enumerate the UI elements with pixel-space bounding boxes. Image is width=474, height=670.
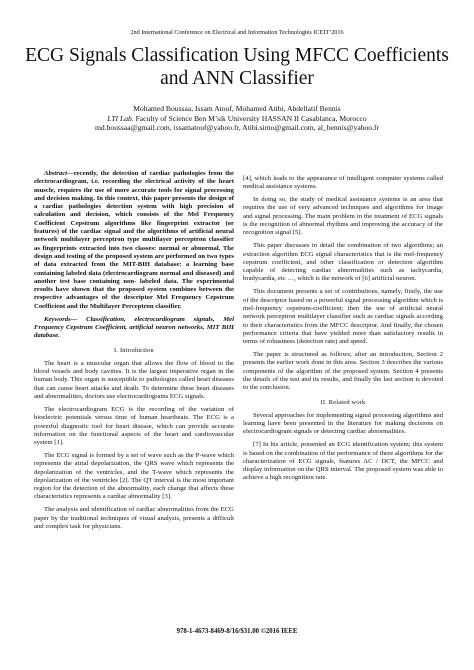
related-paragraph-1: Several approaches for implementing signal processing algorithms and learning have been presented in the literature for making decisions on electrocardiogram signals or detecting cardiac abnormalities. xyxy=(243,411,443,436)
left-column xyxy=(34,170,234,536)
lab-name: LTI Lab. xyxy=(107,113,134,123)
author-affiliation xyxy=(0,114,474,124)
title-line-2: and ANN Classifier xyxy=(160,68,314,89)
keywords-text: Classification, electrocardiogram signals, Mel Frequency Cepstrum Coefficient, artificial neuron networks, MIT BIH database. xyxy=(34,315,234,340)
intro-paragraph-7: This document presents a set of contributions, namely, firstly, the use of the descriptor based on a powerful signal processing algorithm which is mel-frequency cepstrum-coefficient; then the use of artificial neural network perceptron multilayer classifier such as cardiac signals according to their characteristics from the MFCC descriptor. And finally, the chosen performance criteria that have yielded more than satisfactory results in terms of robustness (detection rate) and speed. xyxy=(243,288,443,346)
section-heading-related-work: II. Related work xyxy=(320,398,366,406)
title-line-1: ECG Signals Classification Using MFCC Coefficients xyxy=(25,45,449,66)
author-names: Mohamed Boussaa, Issam Atouf, Mohamed Atibi, Abdellatif Bennis xyxy=(133,104,341,113)
copyright-footer: 978-1-4673-8469-8/16/$31.00 ©2016 IEEE xyxy=(176,628,298,635)
keywords-lead: Keywords— xyxy=(44,315,78,323)
intro-paragraph-2: The electrocardiogram ECG is the recording of the variation of bioelectric potentials versus time of human heartbeats. The ECG is a powerful diagnostic tool for heart disease, which can provide accurate information on the functional aspects of the heart and cardiovascular system [1]. xyxy=(34,405,234,447)
intro-paragraph-3: The ECG signal is formed by a set of wave such as the P-wave which represents the atrial depolarization, the QRS wave which represents the depolarization of the ventricles, and the T-wave which represents the depolarization of the ventricles [2]. The QT interval is the most important region for the detection of the abnormality, each change that affects these characteristics represents a cardiac abnormality [3]. xyxy=(34,451,234,501)
paper-title xyxy=(20,44,454,90)
intro-paragraph-8: The paper is structured as follows; after an introduction, Section 2 presents the earlier work done in this area. Section 3 describes the various components of the algorithm of the proposed system. Section 4 presents the details of the test and its results, and finally the last section is devoted to the conclusion. xyxy=(243,351,443,392)
abstract xyxy=(34,170,234,311)
intro-paragraph-continued: [4], which leads to the appearance of intelligent computer systems called medical assistance systems. xyxy=(243,175,443,191)
related-paragraph-2: [7] In his article, presented an ECG identification system; this system is based on the combination of the performance of three algorithms for the characterization of ECG signals, features AC / DCT, the MFCC and display information on the QRS interval. The proposed system was able to achieve a high recognition rate. xyxy=(243,441,443,482)
intro-paragraph-4: The analysis and identification of cardiac abnormalities from the ECG paper by the traditional techniques of visual analysis, presents a difficult and complex task for physicians. xyxy=(34,506,234,530)
affiliation-text: Faculty of Science Ben M’sik University HASSAN II Casablanca, Morocco xyxy=(133,113,367,123)
right-column xyxy=(243,175,443,487)
abstract-text: —recently, the detection of cardiac pathologies from the electrocardiogram, i.e. recording the electrical activity of the heart muscle, requires the use of more accurate tools for signal processing and decision making. In this context, this paper presents the design of a cardiac pathologies detection system with high precision of calculation and decision, which consists of the Mel Frequency Coefficient Cepstrum algorithms like fingerprint extractor (or features) of the cardiac signal and the algorithms of artificial neural network multilayer perceptron type multilayer perceptron classifier as fingerprints extracted into two classes: normal or abnormal. The design and testing of the proposed system are performed on two types of data extracted from the MIT-BIH database: a learning base containing labeled data (electrocardiogram normal and diseased) and another test base containing non- labeled data. The experimental results have shown that the proposed system combines between the respective advantages of the descriptor Mel Frequency Cepstrum Coefficient and the Multilayer Perceptron classifier. xyxy=(34,170,234,310)
intro-paragraph-6: This paper discusses in detail the combination of two algorithms; an extraction algorithm ECG signal characteristics that is the mel-frequency cepstrum coefficient, and other classification or detection algorithm capable of detecting cardiac abnormalities such as tachycardia, bradycardia, etc …, which is the network of [6] artificial neuron. xyxy=(243,242,443,283)
author-emails: md.boussaa@gmail.com, issamatouf@yahoo.fr, Atibi.simo@gmail.com, al_bennis@yahoo.fr xyxy=(94,123,380,133)
section-heading-introduction: I. Introduction xyxy=(114,346,154,354)
intro-paragraph-1: The heart is a muscular organ that allows the flow of blood to the blood vessels and body cavities. It is the largest imperative organ in the human body. This organ is susceptible to pathologies called heart diseases that can cause heart attacks and death. To determine these heart diseases and abnormalities, doctors use electrocardiograms ECG signals. xyxy=(34,359,234,401)
conference-header: 2nd International Conference on Electrical and Information Technologies ICEIT’2016 xyxy=(130,29,344,36)
intro-paragraph-5: In doing so, the study of medical assistance systems is an area that requires the use of very advanced techniques and algorithms for image and signal processing. The main problem in the treatment of ECG signals is the recognition of abnormal rhythms and improving the accuracy of the recognition signal [5]. xyxy=(243,196,443,237)
author-block xyxy=(0,104,474,133)
keywords xyxy=(34,316,234,341)
abstract-lead: Abstract xyxy=(44,170,68,177)
